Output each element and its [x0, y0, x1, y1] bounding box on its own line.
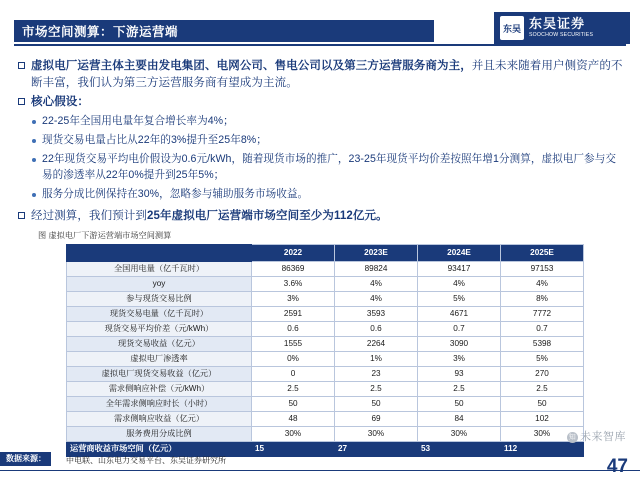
table-row — [67, 337, 584, 352]
row-value: 8% — [501, 292, 584, 307]
dot-bullet-icon — [32, 139, 36, 143]
total-row-value: 15 — [252, 442, 335, 457]
row-label: 全年需求侧响应时长（小时） — [67, 397, 252, 412]
sub-bullet-item — [32, 133, 624, 149]
market-size-table-wrap — [66, 244, 584, 457]
row-value: 4% — [501, 277, 584, 292]
row-value: 48 — [252, 412, 335, 427]
row-value: 2591 — [252, 307, 335, 322]
row-value: 89824 — [335, 262, 418, 277]
row-value: 2.5 — [501, 382, 584, 397]
row-value: 1% — [335, 352, 418, 367]
table-row — [67, 427, 584, 442]
total-row-label: 运营商收益市场空间（亿元） — [67, 442, 252, 457]
row-value: 1555 — [252, 337, 335, 352]
table-row — [67, 382, 584, 397]
source-label: 数据来源： — [0, 452, 51, 466]
title-divider — [14, 44, 626, 46]
footer-divider — [0, 470, 640, 472]
table-row — [67, 292, 584, 307]
table-col-2023e: 2023E — [335, 245, 418, 262]
square-bullet-icon — [18, 98, 25, 105]
company-logo — [494, 12, 630, 44]
row-value: 0% — [252, 352, 335, 367]
row-label: 需求侧响应补偿（元/kWh） — [67, 382, 252, 397]
square-bullet-icon — [18, 212, 25, 219]
bullet-text-1: 虚拟电厂运营主体主要由发电集团、电网公司、售电公司以及第三方运营服务商为主，并且未来随着用户侧资产的不断丰富，我们认为第三方运营服务商有望成为主流。 — [31, 60, 623, 89]
table-header-row — [67, 245, 584, 262]
table-row — [67, 412, 584, 427]
row-value: 2264 — [335, 337, 418, 352]
conclusion-item — [18, 208, 624, 225]
row-value: 2.5 — [335, 382, 418, 397]
row-value: 69 — [335, 412, 418, 427]
table-row — [67, 277, 584, 292]
row-value: 93 — [418, 367, 501, 382]
table-row — [67, 262, 584, 277]
market-size-table — [66, 244, 584, 457]
row-value: 30% — [418, 427, 501, 442]
row-value: 86369 — [252, 262, 335, 277]
row-label: 全国用电量（亿千瓦时） — [67, 262, 252, 277]
row-label: 现货交易收益（亿元） — [67, 337, 252, 352]
sub-bullet-item — [32, 114, 624, 130]
row-value: 270 — [501, 367, 584, 382]
table-body — [67, 262, 584, 457]
row-value: 50 — [335, 397, 418, 412]
row-value: 2.5 — [418, 382, 501, 397]
sub-bullet-text-3: 22年现货交易平均电价假设为0.6元/kWh，随着现货市场的推广，23-25年现货平均价差按照年增1分测算，虚拟电厂参与交易的渗透率从22年0%提升到25年5%； — [42, 152, 616, 181]
slide-footer — [0, 452, 640, 468]
bullet-item — [18, 58, 624, 91]
row-value: 5% — [418, 292, 501, 307]
row-value: 0.7 — [418, 322, 501, 337]
total-row-value: 53 — [418, 442, 501, 457]
row-value: 30% — [252, 427, 335, 442]
sub-bullet-item — [32, 152, 624, 184]
table-row — [67, 307, 584, 322]
row-value: 2.5 — [252, 382, 335, 397]
table-col-2022: 2022 — [252, 245, 335, 262]
table-col-2025e: 2025E — [501, 245, 584, 262]
table-col-2024e: 2024E — [418, 245, 501, 262]
row-value: 0.6 — [335, 322, 418, 337]
watermark-text: 未来智库 — [580, 431, 626, 443]
watermark — [567, 428, 626, 444]
logo-text — [529, 17, 593, 38]
row-value: 50 — [418, 397, 501, 412]
row-value: 4% — [418, 277, 501, 292]
source-text: 中电联、山东电力交易平台、东吴证券研究所 — [66, 456, 226, 465]
row-label: yoy — [67, 277, 252, 292]
page-title: 市场空间测算：下游运营端 — [22, 25, 179, 39]
row-label: 参与现货交易比例 — [67, 292, 252, 307]
table-row — [67, 352, 584, 367]
page-title-bar — [14, 20, 434, 42]
row-value: 3090 — [418, 337, 501, 352]
row-value: 5398 — [501, 337, 584, 352]
dot-bullet-icon — [32, 120, 36, 124]
row-label: 服务费用分成比例 — [67, 427, 252, 442]
dot-bullet-icon — [32, 193, 36, 197]
row-value: 4% — [335, 292, 418, 307]
table-corner-cell — [67, 245, 252, 262]
row-value: 30% — [335, 427, 418, 442]
row-value: 3% — [418, 352, 501, 367]
sub-bullet-text-2: 现货交易电量占比从22年的3%提升至25年8%； — [42, 133, 267, 146]
row-value: 93417 — [418, 262, 501, 277]
row-value: 30% — [501, 427, 584, 442]
table-row — [67, 397, 584, 412]
logo-name-cn: 东吴证券 — [529, 16, 586, 32]
row-value: 84 — [418, 412, 501, 427]
row-value: 3593 — [335, 307, 418, 322]
logo-mark-icon: 东吴 — [500, 16, 524, 40]
bullet-text-2: 核心假设： — [31, 96, 89, 109]
slide-header — [0, 0, 640, 56]
total-row-value: 112 — [501, 442, 584, 457]
row-value: 4% — [335, 277, 418, 292]
row-label: 虚拟电厂渗透率 — [67, 352, 252, 367]
sub-bullet-text-4: 服务分成比例保持在30%，忽略参与辅助服务市场收益。 — [42, 187, 309, 200]
row-value: 0 — [252, 367, 335, 382]
row-value: 50 — [501, 397, 584, 412]
row-label: 虚拟电厂现货交易收益（亿元） — [67, 367, 252, 382]
row-value: 97153 — [501, 262, 584, 277]
row-value: 5% — [501, 352, 584, 367]
row-label: 现货交易电量（亿千瓦时） — [67, 307, 252, 322]
square-bullet-icon — [18, 62, 25, 69]
row-value: 50 — [252, 397, 335, 412]
bullet-item — [18, 94, 624, 111]
sub-bullet-text-1: 22-25年全国用电量年复合增长率为4%； — [42, 115, 234, 128]
watermark-icon: 知 — [568, 434, 577, 441]
table-row — [67, 367, 584, 382]
figure-caption: 图 虚拟电厂下游运营端市场空间测算 — [38, 231, 172, 241]
page-number: 47 — [606, 456, 628, 477]
row-value: 102 — [501, 412, 584, 427]
row-value: 3% — [252, 292, 335, 307]
row-value: 7772 — [501, 307, 584, 322]
slide-content — [18, 58, 624, 457]
logo-name-en: SOOCHOW SECURITIES — [529, 32, 594, 39]
sub-bullet-item — [32, 187, 624, 203]
dot-bullet-icon — [32, 158, 36, 162]
conclusion-text: 经过测算，我们预计到25年虚拟电厂运营端市场空间至少为112亿元。 — [31, 210, 388, 223]
row-label: 现货交易平均价差（元/kWh） — [67, 322, 252, 337]
row-value: 23 — [335, 367, 418, 382]
row-value: 0.6 — [252, 322, 335, 337]
row-value: 0.7 — [501, 322, 584, 337]
row-value: 4671 — [418, 307, 501, 322]
total-row-value: 27 — [335, 442, 418, 457]
table-row — [67, 322, 584, 337]
row-label: 需求侧响应收益（亿元） — [67, 412, 252, 427]
row-value: 3.6% — [252, 277, 335, 292]
